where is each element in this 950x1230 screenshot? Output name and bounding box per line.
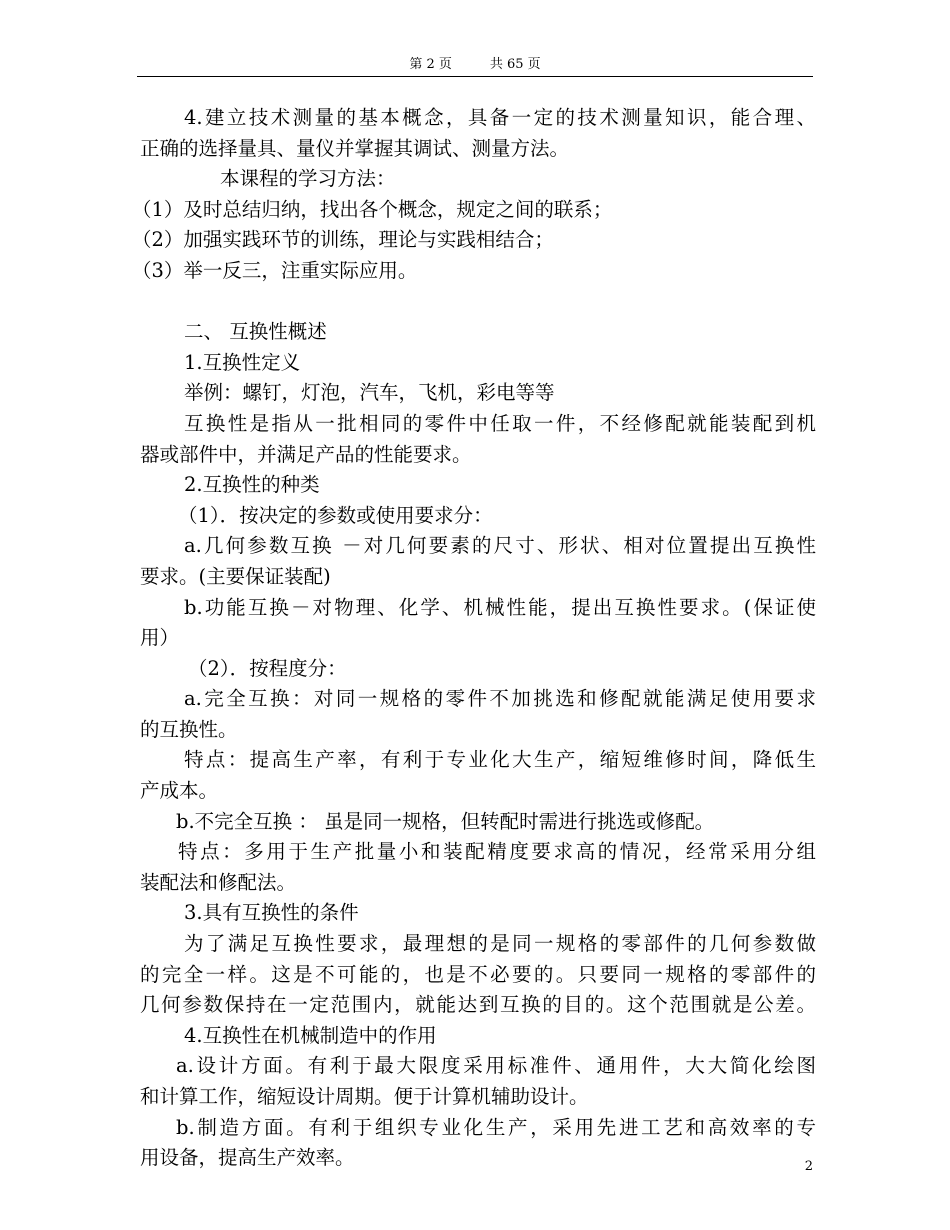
text-line: 产成本。	[140, 779, 219, 803]
text-line: 二、 互换性概述	[184, 320, 327, 344]
header-page-label: 第 2 页	[409, 57, 452, 72]
text-line: 装配法和修配法。	[140, 870, 297, 894]
text-line: 正确的选择量具、量仪并掌握其调试、测量方法。	[140, 136, 570, 160]
text-line: （1）及时总结归纳，找出各个概念，规定之间的联系；	[132, 197, 613, 221]
text-line: b.制造方面。有利于组织专业化生产，采用先进工艺和高效率的专	[176, 1115, 816, 1139]
text-line: （3）举一反三，注重实际应用。	[132, 258, 418, 282]
text-line: （2）加强实践环节的训练，理论与实践相结合；	[132, 228, 554, 252]
text-line: a.设计方面。有利于最大限度采用标准件、通用件，大大简化绘图	[176, 1054, 816, 1078]
text-line: 几何参数保持在一定范围内，就能达到互换的目的。这个范围就是公差。	[140, 993, 816, 1017]
page-number: 2	[804, 1159, 813, 1174]
text-line: 为了满足互换性要求，最理想的是同一规格的零部件的几何参数做	[184, 932, 816, 956]
text-line: （2）．按程度分：	[188, 656, 347, 680]
text-line: 用设备，提高生产效率。	[140, 1146, 355, 1170]
text-line: 互换性是指从一批相同的零件中任取一件，不经修配就能装配到机	[184, 411, 816, 435]
document-body	[132, 103, 816, 1174]
text-line: 举例：螺钉，灯泡，汽车，飞机，彩电等等	[184, 381, 555, 405]
text-line: 和计算工作，缩短设计周期。便于计算机辅助设计。	[140, 1085, 589, 1108]
text-line: （1）．按决定的参数或使用要求分：	[178, 503, 493, 527]
header-total-label: 共 65 页	[489, 57, 541, 72]
text-line: 的完全一样。这是不可能的，也是不必要的。只要同一规格的零部件的	[140, 962, 816, 986]
blank-line	[140, 287, 816, 318]
text-line: 特点：多用于生产批量小和装配精度要求高的情况，经常采用分组	[178, 840, 816, 864]
text-line: 1.互换性定义	[184, 350, 301, 374]
text-line: b.不完全互换 ： 虽是同一规格，但转配时需进行挑选或修配。	[176, 809, 715, 833]
header-divider	[137, 76, 813, 77]
text-line: a.完全互换：对同一规格的零件不加挑选和修配就能满足使用要求	[184, 687, 816, 711]
text-line: 4.互换性在机械制造中的作用	[184, 1023, 437, 1047]
page-header	[137, 55, 813, 75]
text-line: 4.建立技术测量的基本概念，具备一定的技术测量知识，能合理、	[184, 106, 816, 129]
text-line: 特点：提高生产率，有利于专业化大生产，缩短维修时间，降低生	[184, 748, 816, 772]
text-line: a.几何参数互换 －对几何要素的尺寸、形状、相对位置提出互换性	[184, 534, 816, 558]
text-line: 的互换性。	[140, 717, 238, 741]
text-line: 本课程的学习方法：	[220, 167, 396, 191]
text-line: 3.具有互换性的条件	[184, 901, 359, 925]
text-line: 用）	[140, 626, 180, 650]
text-line: b.功能互换－对物理、化学、机械性能，提出互换性要求。(保证使	[184, 595, 816, 619]
text-line: 2.互换性的种类	[184, 473, 320, 497]
text-line: 要求。(主要保证装配)	[140, 564, 331, 588]
text-line: 器或部件中，并满足产品的性能要求。	[140, 442, 472, 466]
